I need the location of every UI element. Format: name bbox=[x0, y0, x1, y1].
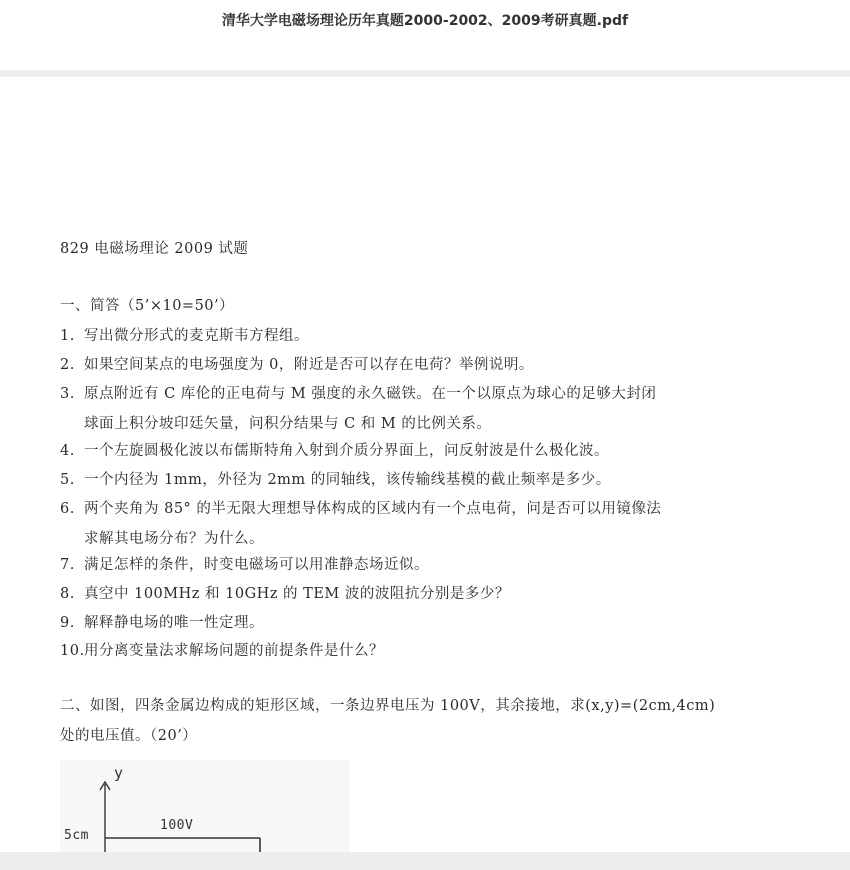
question-number: 1. bbox=[60, 328, 75, 344]
question-number: 7. bbox=[60, 557, 75, 573]
question-item bbox=[60, 553, 830, 574]
question-text: 一个左旋圆极化波以布儒斯特角入射到介质分界面上，问反射波是什么极化波。 bbox=[84, 443, 609, 459]
question-text: 解释静电场的唯一性定理。 bbox=[84, 615, 264, 631]
question-item bbox=[60, 324, 830, 345]
question-text: 两个夹角为 85° 的半无限大理想导体构成的区域内有一个点电荷，问是否可以用镜像法 bbox=[84, 501, 662, 517]
file-title: 清华大学电磁场理论历年真题2000-2002、2009考研真题.pdf bbox=[221, 13, 629, 29]
question-text-continued: 求解其电场分布？为什么。 bbox=[84, 531, 264, 547]
figure-drawing bbox=[60, 760, 350, 852]
bottom-bar bbox=[0, 852, 850, 870]
section-2 bbox=[60, 694, 715, 745]
question-text: 用分离变量法求解场问题的前提条件是什么？ bbox=[84, 643, 384, 659]
question-item bbox=[60, 439, 830, 460]
question-text: 真空中 100MHz 和 10GHz 的 TEM 波的波阻抗分别是多少？ bbox=[84, 586, 510, 602]
question-number: 9. bbox=[60, 615, 75, 631]
question-number: 5. bbox=[60, 472, 75, 488]
question-item bbox=[60, 497, 830, 548]
question-text-continued: 球面上积分坡印廷矢量，问积分结果与 C 和 M 的比例关系。 bbox=[84, 416, 492, 432]
title-bar bbox=[0, 0, 850, 72]
section-2-text: 二、如图，四条金属边构成的矩形区域，一条边界电压为 100V，其余接地，求(x,y)=(2cm,4cm) bbox=[60, 698, 716, 714]
top-divider bbox=[0, 70, 850, 77]
section-2-text-continued: 处的电压值。（20’） bbox=[60, 728, 198, 744]
question-text: 满足怎样的条件，时变电磁场可以用准静态场近似。 bbox=[84, 557, 429, 573]
question-number: 3. bbox=[60, 386, 75, 402]
question-item bbox=[60, 468, 830, 489]
document-page bbox=[0, 77, 850, 852]
section-1-heading: 一、简答（5’×10=50’） bbox=[60, 298, 235, 314]
y-axis-label: y bbox=[114, 764, 124, 782]
question-item bbox=[60, 353, 830, 374]
question-item bbox=[60, 582, 830, 603]
question-item bbox=[60, 382, 830, 433]
rectangle-region-figure bbox=[60, 760, 350, 852]
exam-title: 829 电磁场理论 2009 试题 bbox=[60, 241, 249, 257]
question-number: 2. bbox=[60, 357, 75, 373]
question-text: 一个内径为 1mm，外径为 2mm 的同轴线，该传输线基模的截止频率是多少。 bbox=[84, 472, 611, 488]
question-number: 10. bbox=[60, 643, 85, 659]
question-text: 写出微分形式的麦克斯韦方程组。 bbox=[84, 328, 309, 344]
top-edge-voltage-label: 100V bbox=[160, 818, 194, 833]
question-number: 4. bbox=[60, 443, 75, 459]
question-number: 6. bbox=[60, 501, 75, 517]
question-item bbox=[60, 611, 830, 632]
height-label: 5cm bbox=[64, 828, 89, 843]
question-number: 8. bbox=[60, 586, 75, 602]
question-text: 原点附近有 C 库伦的正电荷与 M 强度的永久磁铁。在一个以原点为球心的足够大封闭 bbox=[84, 386, 657, 402]
question-item bbox=[60, 639, 830, 660]
question-text: 如果空间某点的电场强度为 0，附近是否可以存在电荷？举例说明。 bbox=[84, 357, 534, 373]
